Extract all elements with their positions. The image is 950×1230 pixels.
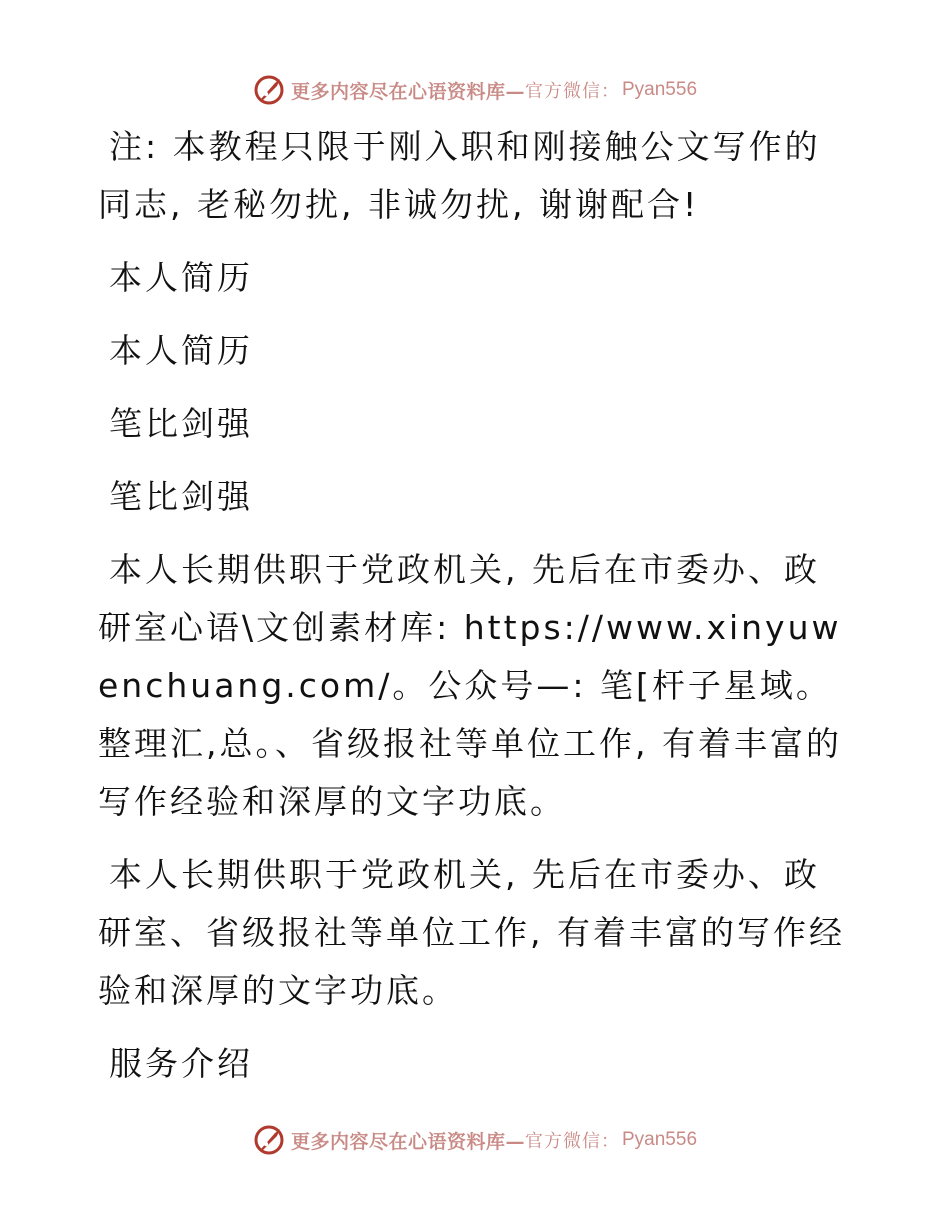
section-heading-services: 服务介绍	[109, 1044, 253, 1083]
document-body	[98, 118, 850, 1108]
footer-banner	[0, 1120, 950, 1160]
header-banner	[0, 70, 950, 110]
section-heading-pen: 笔比剑强	[109, 404, 253, 443]
banner-text: 更多内容尽在心语资料库—	[290, 1130, 525, 1153]
banner-text: 更多内容尽在心语资料库—	[290, 80, 525, 103]
notice-paragraph: 注: 本教程只限于刚入职和刚接触公文写作的同志, 老秘勿扰, 非诚勿扰, 谢谢配合!	[98, 127, 821, 224]
section-heading-pen-repeat: 笔比剑强	[109, 477, 253, 516]
banner-contact-label: 官方微信：	[525, 81, 620, 102]
bio-paragraph: 本人长期供职于党政机关, 先后在市委办、政研室、省级报社等单位工作, 有着丰富的写作经验和深厚的文字功底。	[98, 855, 845, 1010]
pen-logo-icon	[253, 73, 287, 107]
banner-contact-id: Pyan556	[622, 1129, 698, 1150]
bio-paragraph-with-source: 本人长期供职于党政机关, 先后在市委办、政研室心语\文创素材库: https://www.xinyuwenchuang.com/。公众号—: 笔[杆子星域。整理汇,总。、省级报社等单位工作, 有着丰富的写作经验和深厚的文字功底。	[98, 550, 842, 821]
banner-contact-label: 官方微信：	[525, 1131, 620, 1152]
section-heading-resume: 本人简历	[109, 258, 253, 297]
section-heading-resume-repeat: 本人简历	[109, 331, 253, 370]
banner-contact-id: Pyan556	[622, 79, 698, 100]
pen-logo-icon	[253, 1123, 287, 1157]
